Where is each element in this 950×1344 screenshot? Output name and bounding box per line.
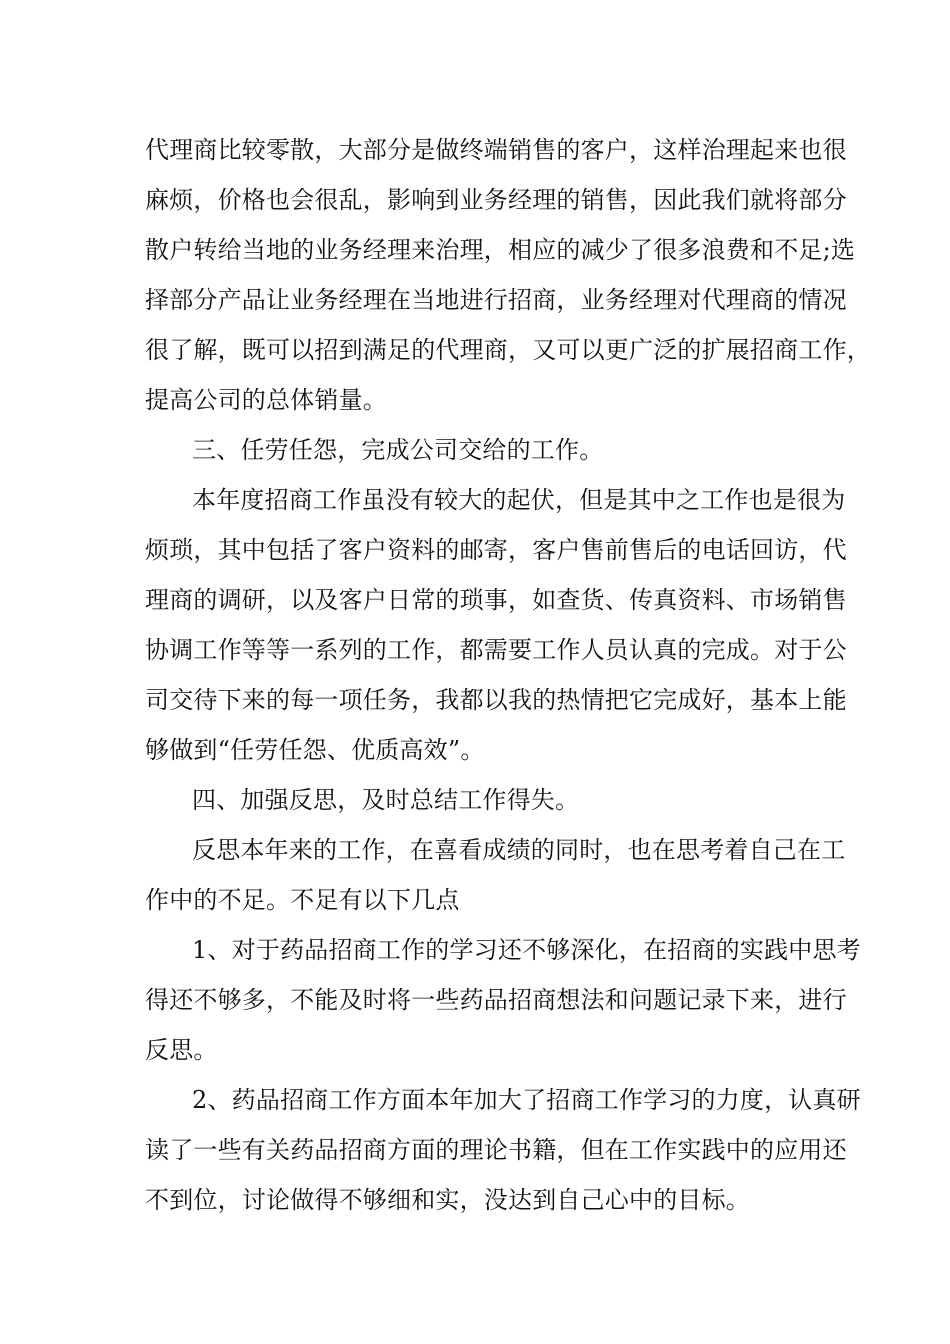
- body-text-line: 理商的调研，以及客户日常的琐事，如查货、传真资料、市场销售: [145, 586, 847, 614]
- body-text-line: 够做到“任劳任怨、优质高效”。: [145, 736, 485, 764]
- body-text-line: 提高公司的总体销量。: [145, 386, 387, 414]
- body-text-line: 散户转给当地的业务经理来治理，相应的减少了很多浪费和不足;选: [145, 236, 856, 264]
- body-text-line: 读了一些有关药品招商方面的理论书籍，但在工作实践中的应用还: [145, 1136, 847, 1164]
- body-text-line: 很了解，既可以招到满足的代理商，又可以更广泛的扩展招商工作，: [145, 336, 871, 364]
- body-text-line: 反思。: [145, 1036, 218, 1064]
- body-text-line: 协调工作等等一系列的工作，都需要工作人员认真的完成。对于公: [145, 636, 847, 664]
- body-text-line: 代理商比较零散，大部分是做终端销售的客户，这样治理起来也很: [145, 136, 847, 164]
- list-item-first-line: 1、对于药品招商工作的学习还不够深化，在招商的实践中思考: [192, 936, 861, 964]
- section-heading: 四、加强反思，及时总结工作得失。: [192, 786, 580, 814]
- body-text-line: 麻烦，价格也会很乱，影响到业务经理的销售，因此我们就将部分: [145, 186, 847, 214]
- paragraph-first-line: 反思本年来的工作，在喜看成绩的同时，也在思考着自己在工: [192, 836, 846, 864]
- section-heading: 三、任劳任怨，完成公司交给的工作。: [192, 436, 604, 464]
- body-text-line: 不到位，讨论做得不够细和实，没达到自己心中的目标。: [145, 1186, 750, 1214]
- body-text-line: 作中的不足。不足有以下几点: [145, 886, 460, 914]
- body-text-line: 司交待下来的每一项任务，我都以我的热情把它完成好，基本上能: [145, 686, 847, 714]
- paragraph-first-line: 本年度招商工作虽没有较大的起伏，但是其中之工作也是很为: [192, 486, 846, 514]
- body-text-line: 得还不够多，不能及时将一些药品招商想法和问题记录下来，进行: [145, 986, 847, 1014]
- body-text-line: 择部分产品让业务经理在当地进行招商，业务经理对代理商的情况: [145, 286, 847, 314]
- list-item-first-line: 2、药品招商工作方面本年加大了招商工作学习的力度，认真研: [192, 1086, 861, 1114]
- body-text-line: 烦琐，其中包括了客户资料的邮寄，客户售前售后的电话回访，代: [145, 536, 847, 564]
